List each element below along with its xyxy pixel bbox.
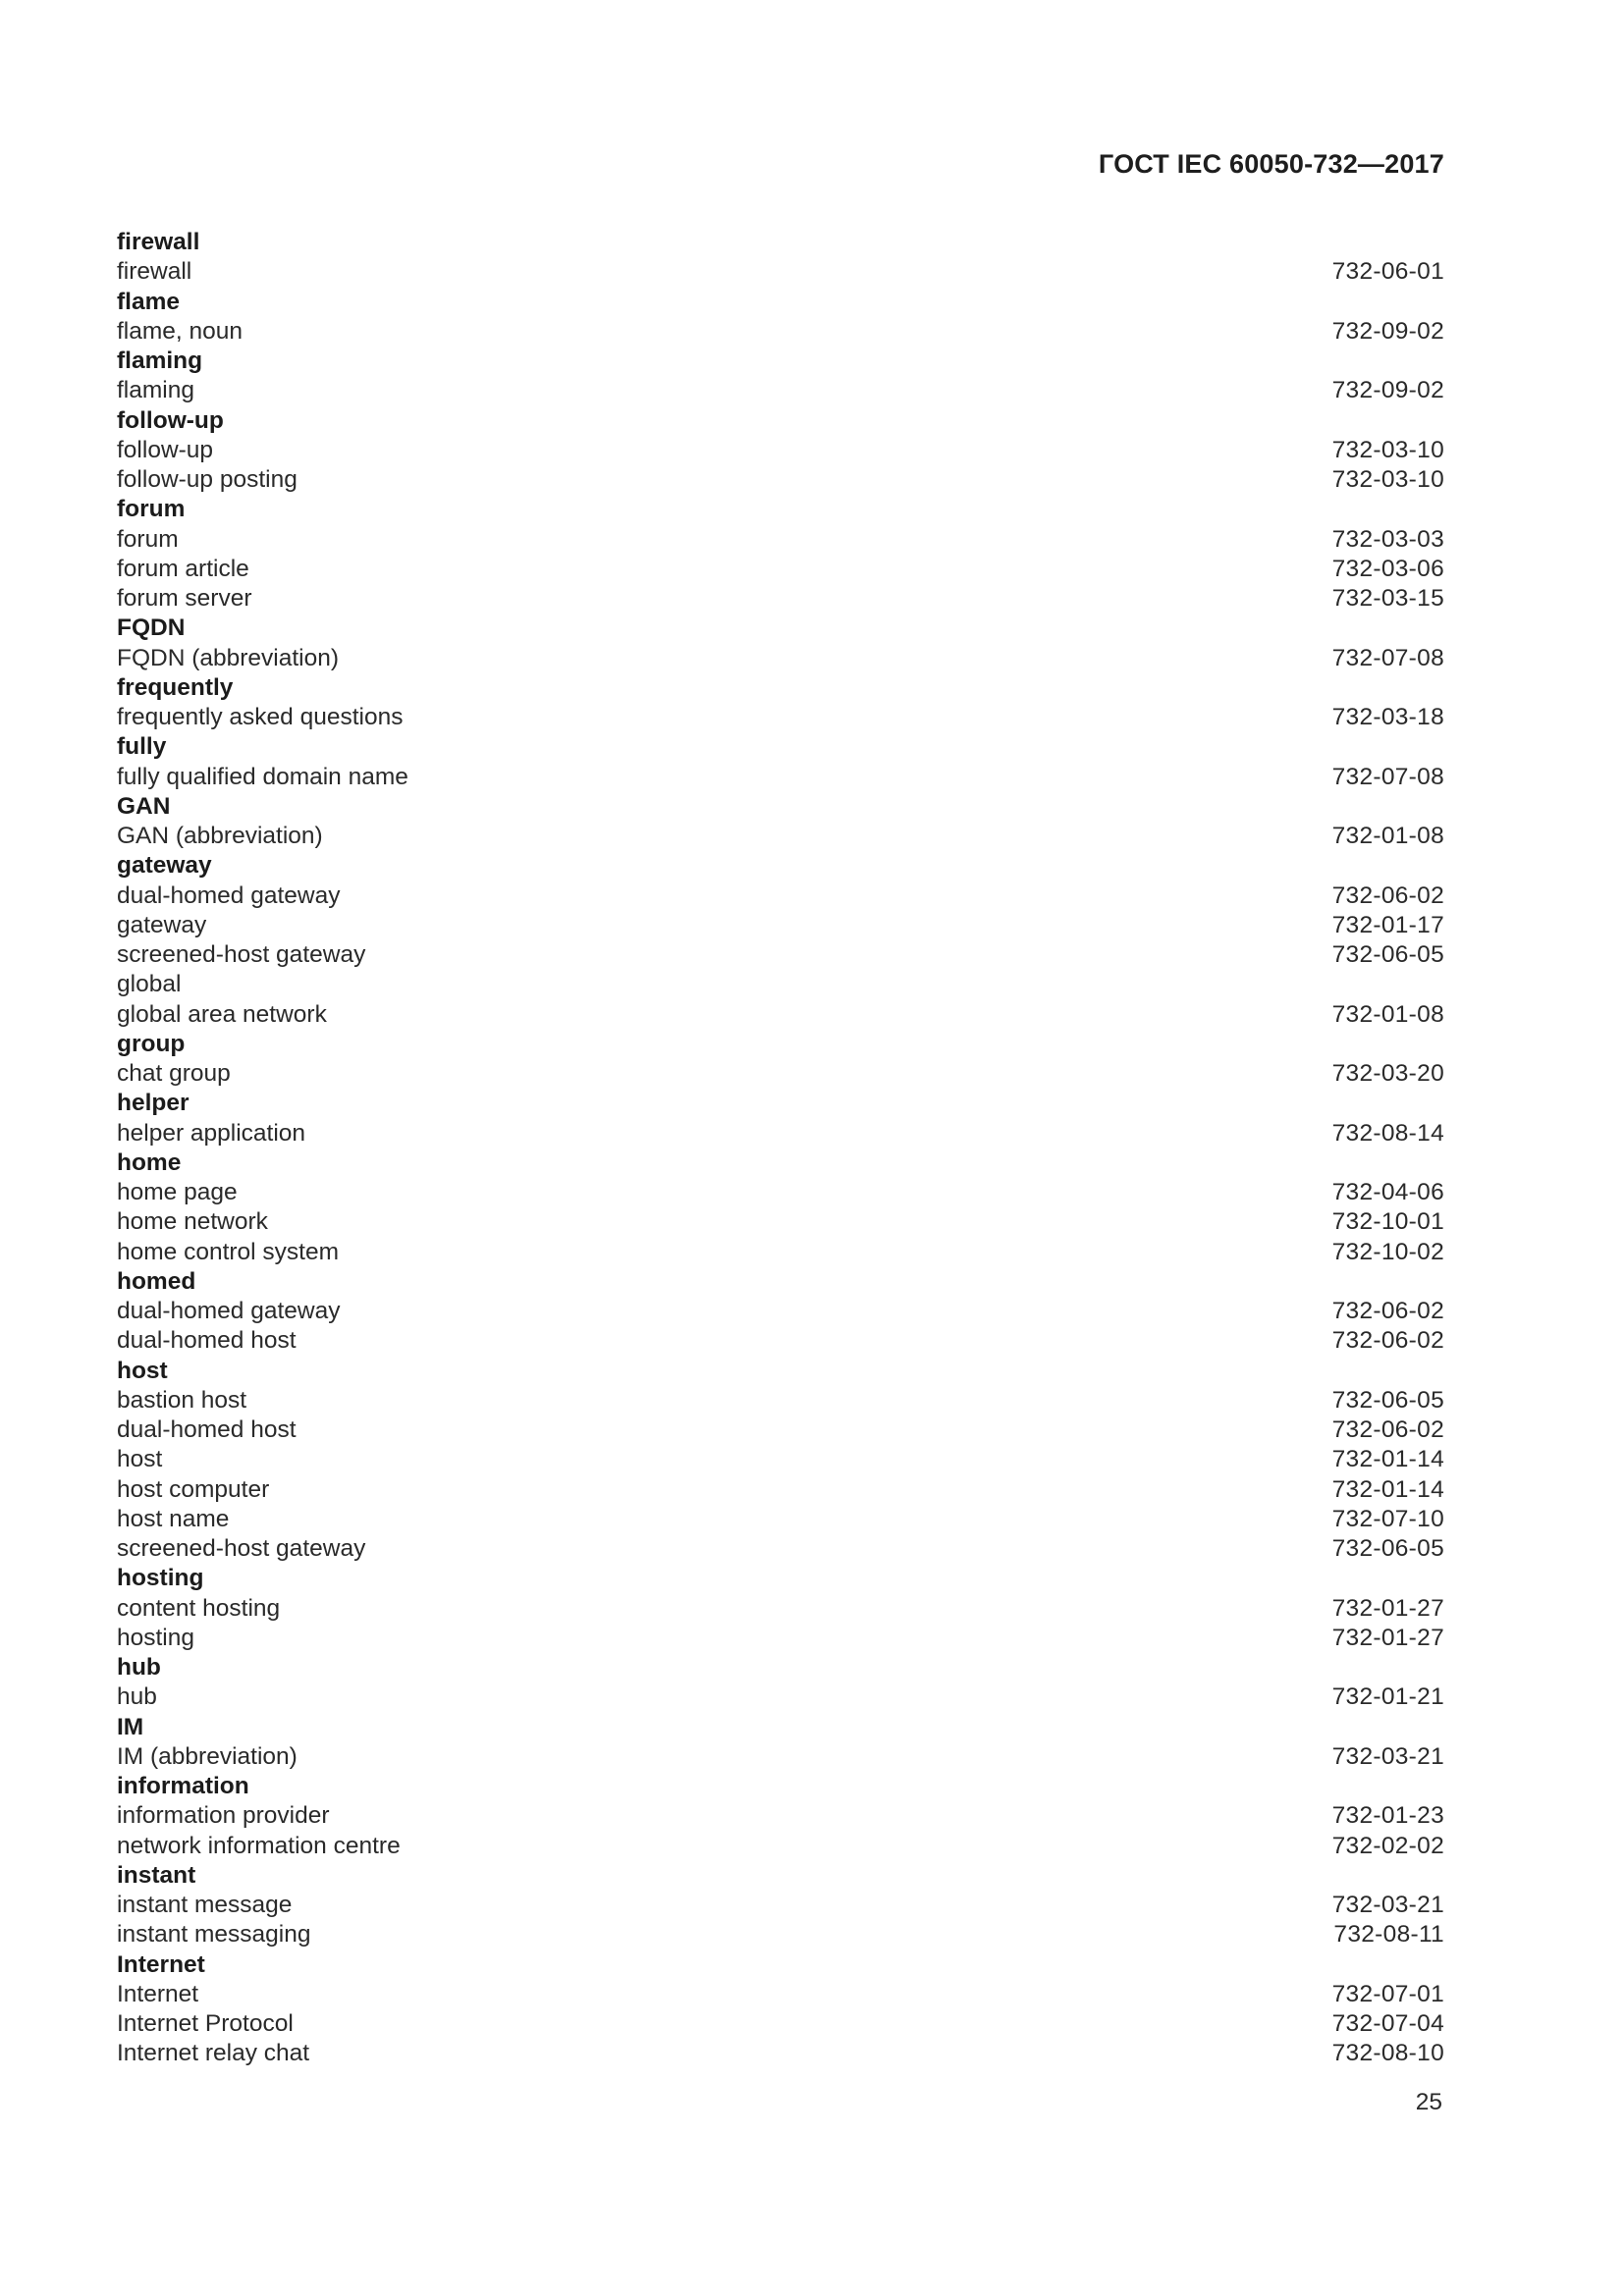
index-term: host computer: [117, 1475, 270, 1503]
index-term-code: 732-06-02: [1331, 1327, 1444, 1355]
index-term: content hosting: [117, 1594, 281, 1622]
index-keyword: FQDN: [117, 614, 186, 642]
index-term: Internet relay chat: [117, 2040, 310, 2067]
index-term: gateway: [117, 911, 207, 938]
index-keyword: flaming: [117, 347, 203, 374]
index-term: IM (abbreviation): [117, 1742, 298, 1770]
index-keyword-row: [117, 1089, 1444, 1118]
page-header-standard-code: ГОСТ IEC 60050-732—2017: [1098, 149, 1444, 179]
index-term-code: 732-08-11: [1333, 1921, 1444, 1949]
index-entry-row: [117, 525, 1444, 555]
index-keyword: IM: [117, 1713, 144, 1740]
index-term-code: 732-07-04: [1331, 2010, 1444, 2037]
index-entry-row: [117, 1920, 1444, 1949]
index-keyword: homed: [117, 1267, 196, 1295]
index-term-code: 732-06-05: [1331, 941, 1444, 968]
index-keyword-row: [117, 792, 1444, 822]
index-entry-row: [117, 1326, 1444, 1356]
index-term: instant message: [117, 1892, 293, 1918]
index-keyword: fully: [117, 733, 167, 761]
index-keyword-row: [117, 406, 1444, 436]
index-term-code: 732-03-10: [1331, 466, 1444, 493]
index-term: helper application: [117, 1119, 306, 1147]
index-keyword: hub: [117, 1654, 161, 1681]
index-term-code: 732-01-08: [1331, 1000, 1444, 1028]
index-keyword-row: [117, 1861, 1444, 1891]
index-term-code: 732-01-17: [1331, 911, 1444, 938]
index-term: hub: [117, 1683, 157, 1711]
index-term-code: 732-06-05: [1331, 1535, 1444, 1562]
index-term-code: 732-03-06: [1331, 555, 1444, 582]
index-term-code: 732-06-05: [1331, 1386, 1444, 1414]
index-term-code: 732-01-23: [1331, 1802, 1444, 1830]
index-keyword-row: [117, 288, 1444, 317]
index-term-code: 732-03-21: [1331, 1892, 1444, 1918]
index-entry-row: [117, 2039, 1444, 2068]
index-keyword-row: [117, 1713, 1444, 1742]
index-term-code: 732-01-14: [1331, 1475, 1444, 1503]
index-term-code: 732-07-10: [1331, 1505, 1444, 1532]
index-term: screened-host gateway: [117, 941, 366, 968]
index-entry-row: [117, 1178, 1444, 1207]
index-entry-row: [117, 2009, 1444, 2039]
index-term: host: [117, 1446, 163, 1473]
index-keyword-row: [117, 1653, 1444, 1682]
index-term: Internet Protocol: [117, 2010, 294, 2037]
index-term: dual-homed gateway: [117, 881, 341, 909]
index-term-code: 732-01-27: [1331, 1594, 1444, 1622]
index-term-code: 732-02-02: [1331, 1832, 1444, 1859]
index-term-code: 732-03-18: [1331, 704, 1444, 730]
index-entry-row: [117, 970, 1444, 999]
index-entry-row: [117, 465, 1444, 495]
index-entry-row: [117, 1980, 1444, 2009]
index-entry-row: [117, 584, 1444, 614]
index-keyword-row: [117, 1564, 1444, 1593]
index-keyword-row: [117, 673, 1444, 703]
index-term-code: 732-06-01: [1331, 258, 1444, 286]
index-entry-row: [117, 1594, 1444, 1624]
index-term-code: 732-01-27: [1331, 1624, 1444, 1651]
index-term: dual-homed host: [117, 1416, 297, 1443]
index-entry-row: [117, 1119, 1444, 1148]
index-keyword-row: [117, 1357, 1444, 1386]
index-entry-row: [117, 1059, 1444, 1089]
index-keyword-row: [117, 1030, 1444, 1059]
index-keyword: information: [117, 1773, 249, 1799]
index-term-code: 732-03-10: [1331, 436, 1444, 463]
index-keyword-row: [117, 1772, 1444, 1801]
index-entry-row: [117, 1891, 1444, 1920]
index-entry-row: [117, 1207, 1444, 1237]
index-keyword: group: [117, 1030, 186, 1057]
index-term: screened-host gateway: [117, 1535, 366, 1562]
index-term-code: 732-10-02: [1331, 1238, 1444, 1265]
index-term-code: 732-09-02: [1331, 317, 1444, 345]
index-term: forum: [117, 525, 179, 553]
index-entry-row: [117, 703, 1444, 732]
index-term-code: 732-03-15: [1331, 585, 1444, 612]
index-term-code: 732-03-21: [1331, 1742, 1444, 1770]
index-term: dual-homed gateway: [117, 1298, 341, 1324]
index-entry-row: [117, 1475, 1444, 1505]
index-term-code: 732-06-02: [1331, 1416, 1444, 1443]
index-keyword: helper: [117, 1090, 189, 1117]
index-entry-row: [117, 940, 1444, 970]
index-term-code: 732-01-21: [1331, 1683, 1444, 1711]
page-number: 25: [1415, 2089, 1442, 2115]
index-entry-row: [117, 1801, 1444, 1831]
index-entry-row: [117, 436, 1444, 465]
index-term-code: 732-03-20: [1331, 1060, 1444, 1087]
index-term: bastion host: [117, 1386, 247, 1414]
index-term-code: 732-07-08: [1331, 644, 1444, 671]
index-entry-row: [117, 317, 1444, 347]
index-entry-row: [117, 1415, 1444, 1445]
index-keyword: GAN: [117, 792, 171, 820]
index-term: FQDN (abbreviation): [117, 644, 340, 671]
index-term: network information centre: [117, 1832, 401, 1859]
index-term: follow-up posting: [117, 466, 298, 493]
index-keyword-row: [117, 228, 1444, 257]
index-keyword-row: [117, 851, 1444, 881]
index-term: chat group: [117, 1060, 231, 1087]
index-term: global: [117, 971, 182, 998]
index-keyword: hosting: [117, 1565, 204, 1592]
index-keyword: frequently: [117, 673, 234, 701]
index-entry-row: [117, 763, 1444, 792]
index-keyword: home: [117, 1148, 182, 1176]
index-term: home network: [117, 1208, 268, 1236]
index-entry-row: [117, 1238, 1444, 1267]
index-term: flame, noun: [117, 317, 244, 345]
index-keyword-row: [117, 347, 1444, 376]
index-entry-row: [117, 1445, 1444, 1474]
index-keyword-row: [117, 1950, 1444, 1980]
index-entry-row: [117, 1297, 1444, 1326]
index-entry-row: [117, 1505, 1444, 1534]
index-term: dual-homed host: [117, 1327, 297, 1355]
index-term-code: 732-04-06: [1331, 1179, 1444, 1205]
index-term-code: 732-03-03: [1331, 525, 1444, 553]
index-term: global area network: [117, 1000, 327, 1028]
index-term-code: 732-06-02: [1331, 1298, 1444, 1324]
index-term: follow-up: [117, 436, 214, 463]
index-term: firewall: [117, 258, 192, 286]
index-term-code: 732-08-14: [1331, 1119, 1444, 1147]
index-term: frequently asked questions: [117, 704, 404, 730]
index-term: instant messaging: [117, 1921, 311, 1949]
index-term: fully qualified domain name: [117, 763, 408, 790]
index-entry-row: [117, 644, 1444, 673]
index-entry-row: [117, 1742, 1444, 1772]
index-entry-row: [117, 1682, 1444, 1712]
index-term: home control system: [117, 1238, 340, 1265]
index-keyword-row: [117, 732, 1444, 762]
index-entry-row: [117, 555, 1444, 584]
index-keyword-row: [117, 614, 1444, 643]
index-entry-row: [117, 376, 1444, 405]
index-keyword-row: [117, 1148, 1444, 1178]
index-entry-row: [117, 1534, 1444, 1564]
index-keyword: instant: [117, 1861, 196, 1889]
index-term-code: 732-07-08: [1331, 763, 1444, 790]
index-keyword-row: [117, 495, 1444, 524]
index-term-code: 732-01-14: [1331, 1446, 1444, 1473]
index-term-code: 732-06-02: [1331, 881, 1444, 909]
index-entry-row: [117, 1832, 1444, 1861]
index-term-code: 732-08-10: [1331, 2040, 1444, 2067]
index-entry-row: [117, 822, 1444, 851]
index-entry-row: [117, 1624, 1444, 1653]
index-term-code: 732-09-02: [1331, 377, 1444, 404]
index-term: Internet: [117, 1980, 199, 2007]
index-term: forum server: [117, 585, 252, 612]
index-keyword-row: [117, 1267, 1444, 1297]
index-keyword: firewall: [117, 229, 200, 255]
index-keyword: host: [117, 1357, 168, 1384]
index-term-code: 732-01-08: [1331, 823, 1444, 849]
index-keyword: forum: [117, 496, 186, 523]
index-term: information provider: [117, 1802, 330, 1830]
index-term-code: 732-07-01: [1331, 1980, 1444, 2007]
index-entry-row: [117, 1386, 1444, 1415]
index-term: flaming: [117, 377, 194, 404]
index-term-code: 732-10-01: [1331, 1208, 1444, 1236]
index-keyword: Internet: [117, 1950, 205, 1978]
index-list: [117, 228, 1444, 2069]
index-entry-row: [117, 1000, 1444, 1030]
index-keyword: flame: [117, 288, 181, 315]
index-keyword: follow-up: [117, 406, 224, 434]
index-entry-row: [117, 257, 1444, 287]
index-term: hosting: [117, 1624, 195, 1651]
index-entry-row: [117, 911, 1444, 940]
index-keyword: gateway: [117, 852, 212, 880]
index-term: host name: [117, 1505, 230, 1532]
index-term: home page: [117, 1179, 238, 1205]
index-entry-row: [117, 881, 1444, 911]
index-term: forum article: [117, 555, 249, 582]
index-term: GAN (abbreviation): [117, 823, 323, 849]
